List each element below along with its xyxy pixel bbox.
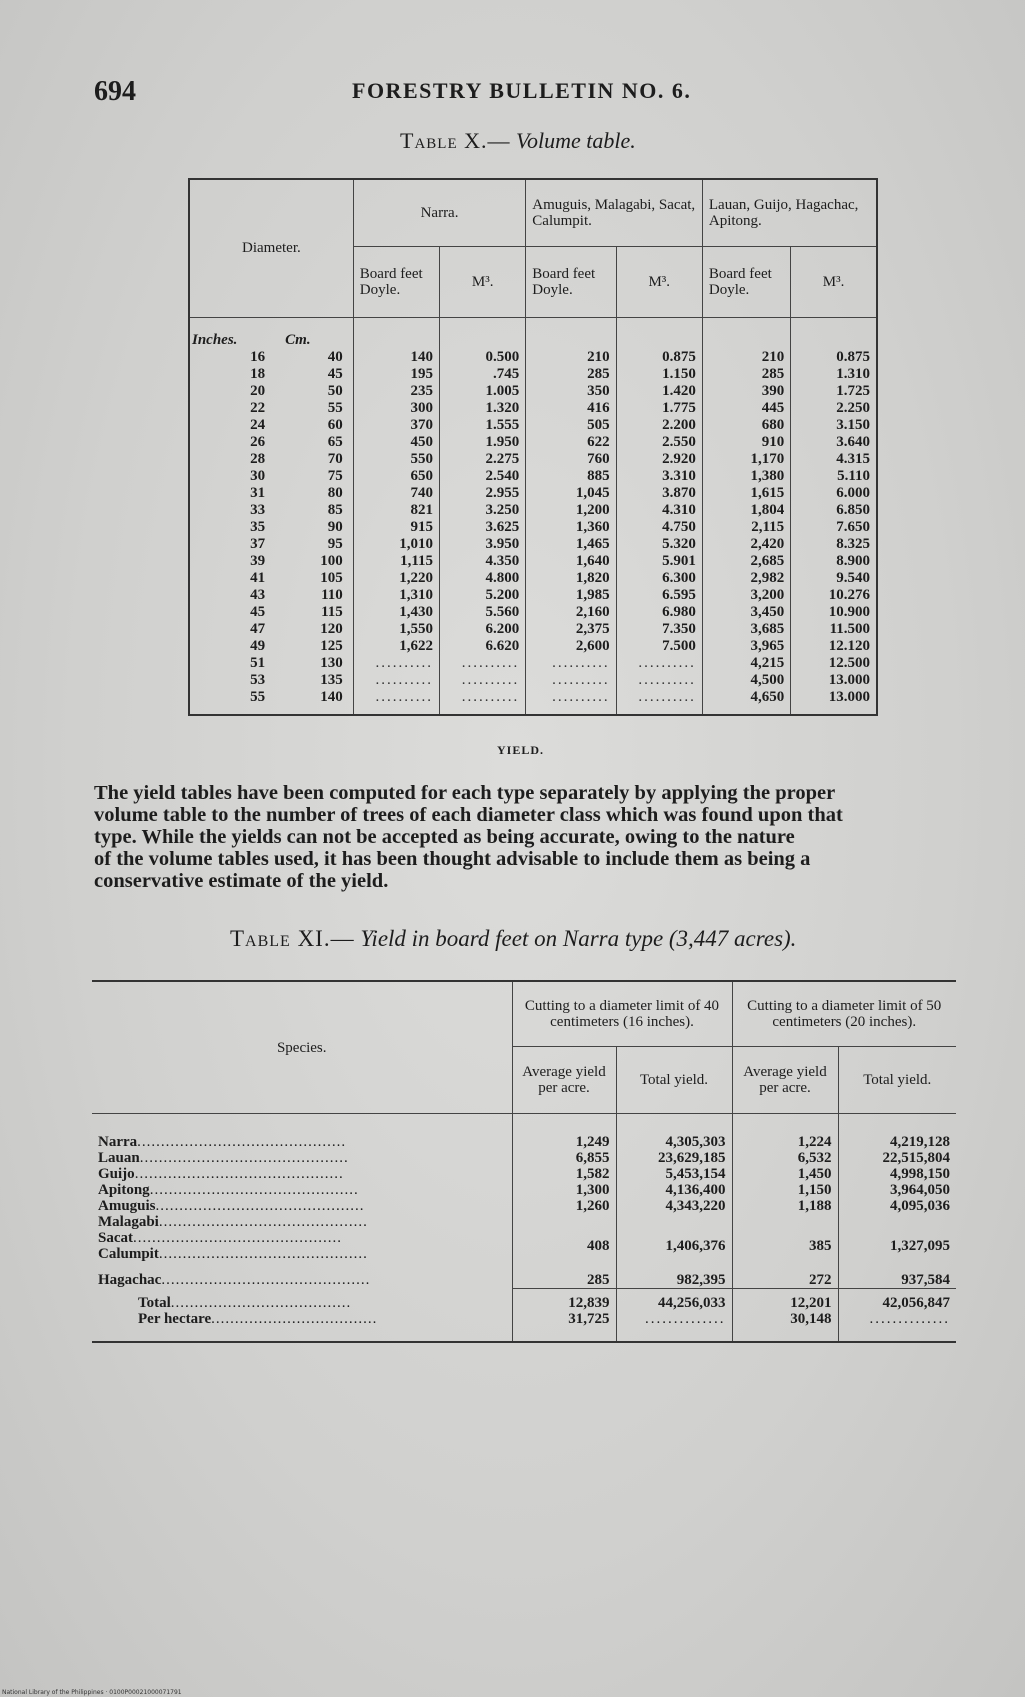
cell: 80 bbox=[327, 485, 343, 501]
cell: 1,115 bbox=[353, 553, 439, 570]
cell: 100 bbox=[320, 553, 343, 569]
table-row bbox=[189, 451, 877, 468]
cell: 37 bbox=[250, 536, 266, 552]
cell: 115 bbox=[321, 604, 343, 620]
cell: 450 bbox=[353, 434, 439, 451]
table-row bbox=[189, 485, 877, 502]
cell: 22 bbox=[250, 400, 266, 416]
cell: 22,515,804 bbox=[838, 1150, 956, 1166]
cell: 24 bbox=[250, 417, 266, 433]
unit-inches: Inches. bbox=[192, 332, 238, 348]
cell: 23,629,185 bbox=[616, 1150, 732, 1166]
cell: 285 bbox=[702, 366, 790, 383]
cell: 31,725 bbox=[512, 1311, 616, 1342]
cell: 6,532 bbox=[732, 1150, 838, 1166]
cell: 7.350 bbox=[616, 621, 702, 638]
table-row: Sacat............................................ 408 1,406,376 385 1,327,095 bbox=[92, 1230, 956, 1246]
cell: 1.150 bbox=[616, 366, 702, 383]
cell: 915 bbox=[353, 519, 439, 536]
cell: 3,200 bbox=[702, 587, 790, 604]
species-lauan: Lauan bbox=[98, 1150, 140, 1166]
table-row bbox=[189, 672, 877, 689]
cell: 2,982 bbox=[702, 570, 790, 587]
table11-caption-title: Yield in board feet on Narra type (3,447 acres). bbox=[360, 926, 797, 951]
cell: 1.725 bbox=[791, 383, 877, 400]
cell: 105 bbox=[320, 570, 343, 586]
cell: 140 bbox=[353, 349, 439, 366]
cell: 3.250 bbox=[440, 502, 526, 519]
narra-m3-header: M³. bbox=[440, 247, 526, 318]
lauan-group-header: Lauan, Guijo, Hagachac, Apitong. bbox=[702, 179, 877, 247]
cell: 1,582 bbox=[512, 1166, 616, 1182]
cell: 3.625 bbox=[440, 519, 526, 536]
cell: 4.350 bbox=[440, 553, 526, 570]
table-row bbox=[189, 502, 877, 519]
species-calumpit: Calumpit bbox=[98, 1246, 159, 1262]
volume-table-body bbox=[189, 318, 877, 716]
cell: 5.200 bbox=[440, 587, 526, 604]
cell: 937,584 bbox=[838, 1262, 956, 1289]
cell: 370 bbox=[353, 417, 439, 434]
cell: 8.325 bbox=[791, 536, 877, 553]
table-row: Guijo............................................ 1,582 5,453,154 1,450 4,998,150 bbox=[92, 1166, 956, 1182]
cell: 1,622 bbox=[353, 638, 439, 655]
cell: 140 bbox=[320, 689, 343, 705]
cell: 1,820 bbox=[526, 570, 616, 587]
cell: 885 bbox=[526, 468, 616, 485]
lauan-m3-header: M³. bbox=[791, 247, 877, 318]
amuguis-m3-header: M³. bbox=[616, 247, 702, 318]
cell: 1.555 bbox=[440, 417, 526, 434]
cell: 821 bbox=[353, 502, 439, 519]
cell: 4.310 bbox=[616, 502, 702, 519]
table-row bbox=[189, 468, 877, 485]
cell: 2,685 bbox=[702, 553, 790, 570]
cell: 125 bbox=[320, 638, 343, 654]
cell: 45 bbox=[327, 366, 343, 382]
cell: 4,998,150 bbox=[838, 1166, 956, 1182]
species-header: Species. bbox=[92, 981, 512, 1114]
amuguis-board-header: Board feet Doyle. bbox=[526, 247, 616, 318]
cell: 130 bbox=[320, 655, 343, 671]
cell: 3.150 bbox=[791, 417, 877, 434]
table10-caption-title: Volume table. bbox=[516, 128, 636, 153]
empty-cell: .......... bbox=[440, 655, 526, 672]
cell: 6.200 bbox=[440, 621, 526, 638]
volume-table bbox=[188, 178, 878, 716]
cell: 3,965 bbox=[702, 638, 790, 655]
cell: .745 bbox=[440, 366, 526, 383]
cell: 1,150 bbox=[732, 1182, 838, 1198]
table-row bbox=[189, 553, 877, 570]
cell: 7.650 bbox=[791, 519, 877, 536]
cell: 55 bbox=[250, 689, 266, 705]
cell: 2,600 bbox=[526, 638, 616, 655]
cell: 445 bbox=[702, 400, 790, 417]
species-narra: Narra bbox=[98, 1134, 138, 1150]
empty-cell: .......... bbox=[526, 672, 616, 689]
cell: 2,375 bbox=[526, 621, 616, 638]
paragraph-line: type. While the yields can not be accepted as being accurate, owing to the nature bbox=[94, 826, 795, 848]
cell: 760 bbox=[526, 451, 616, 468]
cell: 33 bbox=[250, 502, 266, 518]
amuguis-group-header: Amuguis, Malagabi, Sacat, Calumpit. bbox=[526, 179, 703, 247]
cell: 13.000 bbox=[791, 689, 877, 715]
empty-cell: .......... bbox=[353, 672, 439, 689]
cell: 1,360 bbox=[526, 519, 616, 536]
cell: 1.320 bbox=[440, 400, 526, 417]
cell: 16 bbox=[250, 349, 266, 365]
cell: 5,453,154 bbox=[616, 1166, 732, 1182]
table10-caption-prefix: Table X.— bbox=[400, 128, 511, 153]
cell: 300 bbox=[353, 400, 439, 417]
total-row: Total...................................... 12,839 44,256,033 12,201 42,056,847 bbox=[92, 1289, 956, 1312]
cell: 210 bbox=[526, 349, 616, 366]
cell: 42,056,847 bbox=[838, 1289, 956, 1312]
table-row: Calumpit............................................ bbox=[98, 1246, 368, 1262]
empty-cell: .......... bbox=[526, 655, 616, 672]
dots-cell: .............. bbox=[838, 1311, 956, 1342]
cell: 1,430 bbox=[353, 604, 439, 621]
page-number: 694 bbox=[94, 76, 136, 107]
table-row bbox=[189, 400, 877, 417]
paragraph-line: of the volume tables used, it has been thought advisable to include them as being a bbox=[94, 848, 811, 870]
table-row bbox=[189, 434, 877, 451]
cell: 3.870 bbox=[616, 485, 702, 502]
cell: 4,095,036 bbox=[838, 1198, 956, 1230]
cell: 135 bbox=[320, 672, 343, 688]
cell: 31 bbox=[250, 485, 266, 501]
cell: 1.775 bbox=[616, 400, 702, 417]
table-row bbox=[189, 655, 877, 672]
cell: 350 bbox=[526, 383, 616, 400]
scan-footer: National Library of the Philippines · 0100P00021000071791 bbox=[2, 1689, 182, 1696]
narra-board-header: Board feet Doyle. bbox=[353, 247, 439, 318]
cell: 2.540 bbox=[440, 468, 526, 485]
per-hectare-label: Per hectare bbox=[138, 1311, 212, 1327]
cell: 35 bbox=[250, 519, 266, 535]
cell: 2.275 bbox=[440, 451, 526, 468]
dots-cell: .............. bbox=[616, 1311, 732, 1342]
table10-caption bbox=[400, 128, 636, 154]
cell: 10.276 bbox=[791, 587, 877, 604]
cell: 30,148 bbox=[732, 1311, 838, 1342]
cell: 0.875 bbox=[616, 349, 702, 366]
cut40-group-header: Cutting to a diameter limit of 40 centimeters (16 inches). bbox=[512, 981, 732, 1047]
cell: 120 bbox=[320, 621, 343, 637]
species-malagabi: Malagabi bbox=[98, 1214, 159, 1230]
table11-caption bbox=[230, 926, 796, 952]
species-hagachac: Hagachac bbox=[98, 1272, 162, 1288]
empty-cell: .......... bbox=[616, 672, 702, 689]
table-row bbox=[189, 570, 877, 587]
yield-heading: YIELD. bbox=[497, 743, 545, 757]
cell: 12,839 bbox=[512, 1289, 616, 1312]
cell: 3.640 bbox=[791, 434, 877, 451]
cell: 5.901 bbox=[616, 553, 702, 570]
table-row bbox=[189, 349, 877, 366]
species-amuguis: Amuguis bbox=[98, 1198, 156, 1214]
cell: 1,380 bbox=[702, 468, 790, 485]
cell: 12.120 bbox=[791, 638, 877, 655]
cell: 1,615 bbox=[702, 485, 790, 502]
cell: 2.550 bbox=[616, 434, 702, 451]
per-hectare-row: Per hectare................................... 31,725 .............. 30,148 .............. bbox=[92, 1311, 956, 1342]
cell: 4.800 bbox=[440, 570, 526, 587]
table-row: Lauan............................................ 6,855 23,629,185 6,532 22,515,804 bbox=[92, 1150, 956, 1166]
cell: 18 bbox=[250, 366, 266, 382]
cell: 1.310 bbox=[791, 366, 877, 383]
cell: 70 bbox=[327, 451, 343, 467]
empty-cell: .......... bbox=[353, 655, 439, 672]
cell: 740 bbox=[353, 485, 439, 502]
cell: 4.750 bbox=[616, 519, 702, 536]
cell: 622 bbox=[526, 434, 616, 451]
cell: 1.950 bbox=[440, 434, 526, 451]
table-row: Hagachac............................................ 285 982,395 272 937,584 bbox=[92, 1262, 956, 1289]
cell: 28 bbox=[250, 451, 266, 467]
total-label: Total bbox=[138, 1294, 171, 1311]
cell: 416 bbox=[526, 400, 616, 417]
table-row: Malagabi............................................ bbox=[98, 1214, 368, 1230]
cell: 11.500 bbox=[791, 621, 877, 638]
cell: 1,200 bbox=[526, 502, 616, 519]
narra-group-header: Narra. bbox=[353, 179, 526, 247]
cell: 12,201 bbox=[732, 1289, 838, 1312]
empty-cell: .......... bbox=[440, 689, 526, 715]
paragraph-line: The yield tables have been computed for each type separately by applying the proper bbox=[94, 782, 836, 804]
cell: 1,224 bbox=[732, 1114, 838, 1151]
cell: 408 bbox=[512, 1230, 616, 1262]
cell: 5.110 bbox=[791, 468, 877, 485]
cut40-avg-header: Average yield per acre. bbox=[512, 1047, 616, 1114]
cell: 1,010 bbox=[353, 536, 439, 553]
cell: 5.320 bbox=[616, 536, 702, 553]
empty-cell: .......... bbox=[616, 655, 702, 672]
cell: 1,045 bbox=[526, 485, 616, 502]
cell: 0.500 bbox=[440, 349, 526, 366]
cell: 1,465 bbox=[526, 536, 616, 553]
cell: 1.420 bbox=[616, 383, 702, 400]
cell: 650 bbox=[353, 468, 439, 485]
table-row bbox=[189, 638, 877, 655]
cell: 1,406,376 bbox=[616, 1230, 732, 1262]
cell: 1,327,095 bbox=[838, 1230, 956, 1262]
yield-paragraph bbox=[94, 782, 962, 892]
cell: 4,219,128 bbox=[838, 1114, 956, 1151]
table-row bbox=[189, 621, 877, 638]
cell: 1,804 bbox=[702, 502, 790, 519]
cell: 1,640 bbox=[526, 553, 616, 570]
cell: 51 bbox=[250, 655, 266, 671]
empty-cell: .......... bbox=[616, 689, 702, 715]
cell: 45 bbox=[250, 604, 266, 620]
cell: 65 bbox=[327, 434, 343, 450]
cell: 3.310 bbox=[616, 468, 702, 485]
species-guijo: Guijo bbox=[98, 1166, 135, 1182]
table-row bbox=[189, 417, 877, 434]
cell: 1,310 bbox=[353, 587, 439, 604]
cell: 47 bbox=[250, 621, 266, 637]
table-row: Narra............................................ 1,249 4,305,303 1,224 4,219,128 bbox=[92, 1114, 956, 1151]
empty-cell: .......... bbox=[440, 672, 526, 689]
cell: 95 bbox=[327, 536, 343, 552]
unit-cm: Cm. bbox=[285, 332, 311, 348]
cell: 2,115 bbox=[702, 519, 790, 536]
cut50-avg-header: Average yield per acre. bbox=[732, 1047, 838, 1114]
cell: 49 bbox=[250, 638, 266, 654]
table-row bbox=[189, 604, 877, 621]
cell: 4,343,220 bbox=[616, 1198, 732, 1230]
table-row bbox=[189, 689, 877, 715]
cell: 12.500 bbox=[791, 655, 877, 672]
cell: 6.595 bbox=[616, 587, 702, 604]
cell: 39 bbox=[250, 553, 266, 569]
cell: 235 bbox=[353, 383, 439, 400]
cell: 4,215 bbox=[702, 655, 790, 672]
cell: 30 bbox=[250, 468, 266, 484]
cell: 0.875 bbox=[791, 349, 877, 366]
cut50-total-header: Total yield. bbox=[838, 1047, 956, 1114]
cell: 60 bbox=[327, 417, 343, 433]
cell: 910 bbox=[702, 434, 790, 451]
cell: 90 bbox=[327, 519, 343, 535]
yield-table bbox=[92, 980, 956, 1343]
cell: 53 bbox=[250, 672, 266, 688]
cell: 50 bbox=[327, 383, 343, 399]
table-row: Amuguis............................................ 1,260 4,343,220 1,188 4,095,036 bbox=[92, 1198, 956, 1214]
table-row bbox=[189, 536, 877, 553]
cell: 4,500 bbox=[702, 672, 790, 689]
cell: 5.560 bbox=[440, 604, 526, 621]
units-row bbox=[189, 318, 877, 350]
cell: 1,550 bbox=[353, 621, 439, 638]
cell: 6.980 bbox=[616, 604, 702, 621]
species-apitong: Apitong bbox=[98, 1182, 150, 1198]
cell: 385 bbox=[732, 1230, 838, 1262]
cell: 2,420 bbox=[702, 536, 790, 553]
cell: 8.900 bbox=[791, 553, 877, 570]
cell: 1,260 bbox=[512, 1198, 616, 1230]
table-row bbox=[189, 383, 877, 400]
cut50-group-header: Cutting to a diameter limit of 50 centimeters (20 inches). bbox=[732, 981, 956, 1047]
cell: 43 bbox=[250, 587, 266, 603]
table-row bbox=[189, 519, 877, 536]
diameter-header: Diameter. bbox=[189, 179, 353, 318]
cell: 4.315 bbox=[791, 451, 877, 468]
cell: 2.955 bbox=[440, 485, 526, 502]
cell: 75 bbox=[327, 468, 343, 484]
cell: 2.200 bbox=[616, 417, 702, 434]
cell: 2.250 bbox=[791, 400, 877, 417]
cell: 3.950 bbox=[440, 536, 526, 553]
running-title: FORESTRY BULLETIN NO. 6. bbox=[352, 78, 692, 103]
cell: 272 bbox=[732, 1262, 838, 1289]
cell: 390 bbox=[702, 383, 790, 400]
cell: 10.900 bbox=[791, 604, 877, 621]
cell: 6.000 bbox=[791, 485, 877, 502]
cell: 85 bbox=[327, 502, 343, 518]
cell: 110 bbox=[321, 587, 343, 603]
cell: 1,450 bbox=[732, 1166, 838, 1182]
cell: 982,395 bbox=[616, 1262, 732, 1289]
cell: 4,650 bbox=[702, 689, 790, 715]
cut40-total-header: Total yield. bbox=[616, 1047, 732, 1114]
empty-cell: .......... bbox=[353, 689, 439, 715]
paragraph-line: volume table to the number of trees of each diameter class which was found upon that bbox=[94, 804, 843, 826]
cell: 210 bbox=[702, 349, 790, 366]
cell: 6.620 bbox=[440, 638, 526, 655]
cell: 1,300 bbox=[512, 1182, 616, 1198]
cell: 505 bbox=[526, 417, 616, 434]
cell: 3,450 bbox=[702, 604, 790, 621]
cell: 13.000 bbox=[791, 672, 877, 689]
cell: 20 bbox=[250, 383, 266, 399]
species-sacat: Sacat bbox=[98, 1230, 133, 1246]
cell: 1.005 bbox=[440, 383, 526, 400]
lauan-board-header: Board feet Doyle. bbox=[702, 247, 790, 318]
cell: 26 bbox=[250, 434, 266, 450]
table11-caption-prefix: Table XI.— bbox=[230, 926, 355, 951]
cell: 41 bbox=[250, 570, 266, 586]
cell: 7.500 bbox=[616, 638, 702, 655]
cell: 9.540 bbox=[791, 570, 877, 587]
cell: 285 bbox=[526, 366, 616, 383]
cell: 4,136,400 bbox=[616, 1182, 732, 1198]
table-row bbox=[189, 366, 877, 383]
cell: 6.850 bbox=[791, 502, 877, 519]
cell: 285 bbox=[512, 1262, 616, 1289]
cell: 6.300 bbox=[616, 570, 702, 587]
paragraph-line: conservative estimate of the yield. bbox=[94, 870, 389, 892]
cell: 6,855 bbox=[512, 1150, 616, 1166]
cell: 1,249 bbox=[512, 1114, 616, 1151]
cell: 2.920 bbox=[616, 451, 702, 468]
cell: 40 bbox=[327, 349, 343, 365]
cell: 680 bbox=[702, 417, 790, 434]
cell: 195 bbox=[353, 366, 439, 383]
table-row bbox=[189, 587, 877, 604]
cell: 55 bbox=[327, 400, 343, 416]
cell: 1,170 bbox=[702, 451, 790, 468]
empty-cell: .......... bbox=[526, 689, 616, 715]
cell: 44,256,033 bbox=[616, 1289, 732, 1312]
cell: 3,685 bbox=[702, 621, 790, 638]
table-row: Apitong............................................ 1,300 4,136,400 1,150 3,964,050 bbox=[92, 1182, 956, 1198]
cell: 2,160 bbox=[526, 604, 616, 621]
cell: 1,985 bbox=[526, 587, 616, 604]
cell: 1,220 bbox=[353, 570, 439, 587]
cell: 3,964,050 bbox=[838, 1182, 956, 1198]
cell: 550 bbox=[353, 451, 439, 468]
cell: 4,305,303 bbox=[616, 1114, 732, 1151]
cell: 1,188 bbox=[732, 1198, 838, 1230]
